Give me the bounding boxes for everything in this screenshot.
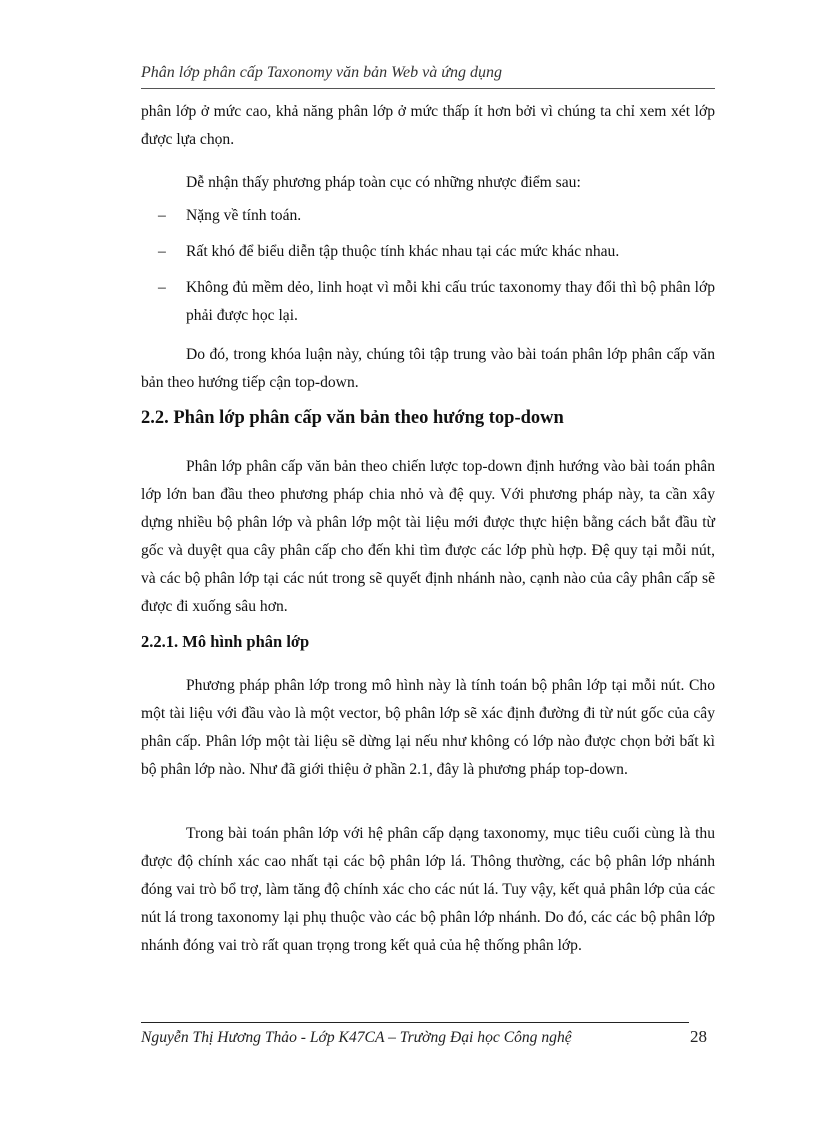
page-number: 28 <box>690 1027 707 1046</box>
paragraph-3: Do đó, trong khóa luận này, chúng tôi tập trung vào bài toán phân lớp phân cấp văn bản theo hướng tiếp cận top-down. <box>141 346 715 391</box>
paragraph-block <box>141 169 715 197</box>
footer-divider <box>141 1022 689 1023</box>
paragraph-block <box>141 453 715 621</box>
paragraph-block <box>141 820 715 960</box>
section-heading: 2.2. Phân lớp phân cấp văn bản theo hướng top-down <box>141 408 564 428</box>
subsection-heading: 2.2.1. Mô hình phân lớp <box>141 632 310 651</box>
paragraph-block <box>141 672 715 784</box>
list-item-text: Rất khó để biểu diễn tập thuộc tính khác nhau tại các mức khác nhau. <box>186 243 620 260</box>
paragraph-continuation <box>141 98 715 154</box>
paragraph-5: Phương pháp phân lớp trong mô hình này là tính toán bộ phân lớp tại mỗi nút. Cho một tài liệu với đầu vào là một vector, bộ phân lớp sẽ xác định đường đi từ nút gốc của cây phân cấp. Phân lớp một tài liệu sẽ dừng lại nếu như không có lớp nào được chọn bởi bất kì bộ phân lớp nào. Như đã giới thiệu ở phần 2.1, đây là phương pháp top-down. <box>141 677 715 778</box>
disadvantage-list <box>141 202 715 330</box>
list-item-text: Không đủ mềm dẻo, linh hoạt vì mỗi khi cấu trúc taxonomy thay đổi thì bộ phân lớp phải được học lại. <box>186 279 715 324</box>
paragraph-6: Trong bài toán phân lớp với hệ phân cấp dạng taxonomy, mục tiêu cuối cùng là thu được độ chính xác cao nhất tại các bộ phân lớp lá. Thông thường, các bộ phân lớp nhánh đóng vai trò bổ trợ, làm tăng độ chính xác cho các nút lá. Tuy vậy, kết quả phân lớp của các nút lá trong taxonomy lại phụ thuộc vào các bộ phân lớp nhánh. Do đó, các các bộ phân lớp nhánh đóng vai trò rất quan trọng trong kết quả của hệ thống phân lớp. <box>141 825 715 954</box>
dash-bullet: – <box>158 207 166 224</box>
footer-author: Nguyễn Thị Hương Thảo - Lớp K47CA – Trường Đại học Công nghệ <box>141 1029 572 1046</box>
list-item-text: Nặng về tính toán. <box>186 207 302 224</box>
paragraph-block <box>141 341 715 397</box>
paragraph-1: phân lớp ở mức cao, khả năng phân lớp ở mức thấp ít hơn bởi vì chúng ta chỉ xem xét lớp được lựa chọn. <box>141 103 715 148</box>
list-item <box>141 238 715 266</box>
paragraph-4: Phân lớp phân cấp văn bản theo chiến lược top-down định hướng vào bài toán phân lớp lớn ban đầu theo phương pháp chia nhỏ và đệ quy. Với phương pháp này, ta cần xây dựng nhiều bộ phân lớp và phân lớp một tài liệu mới được thực hiện bằng cách bắt đầu từ gốc và duyệt qua cây phân cấp cho đến khi tìm được các lớp phù hợp. Đệ quy tại mỗi nút, và các bộ phân lớp tại các nút trong sẽ quyết định nhánh nào, cạnh nào của cây phân cấp sẽ được đi xuống sâu hơn. <box>141 458 715 615</box>
dash-bullet: – <box>158 279 166 296</box>
paragraph-2: Dễ nhận thấy phương pháp toàn cục có những nhược điểm sau: <box>186 174 581 191</box>
running-header: Phân lớp phân cấp Taxonomy văn bản Web và ứng dụng <box>141 64 502 81</box>
list-item <box>141 202 715 230</box>
list-item <box>141 274 715 330</box>
dash-bullet: – <box>158 243 166 260</box>
header-divider <box>141 88 715 89</box>
